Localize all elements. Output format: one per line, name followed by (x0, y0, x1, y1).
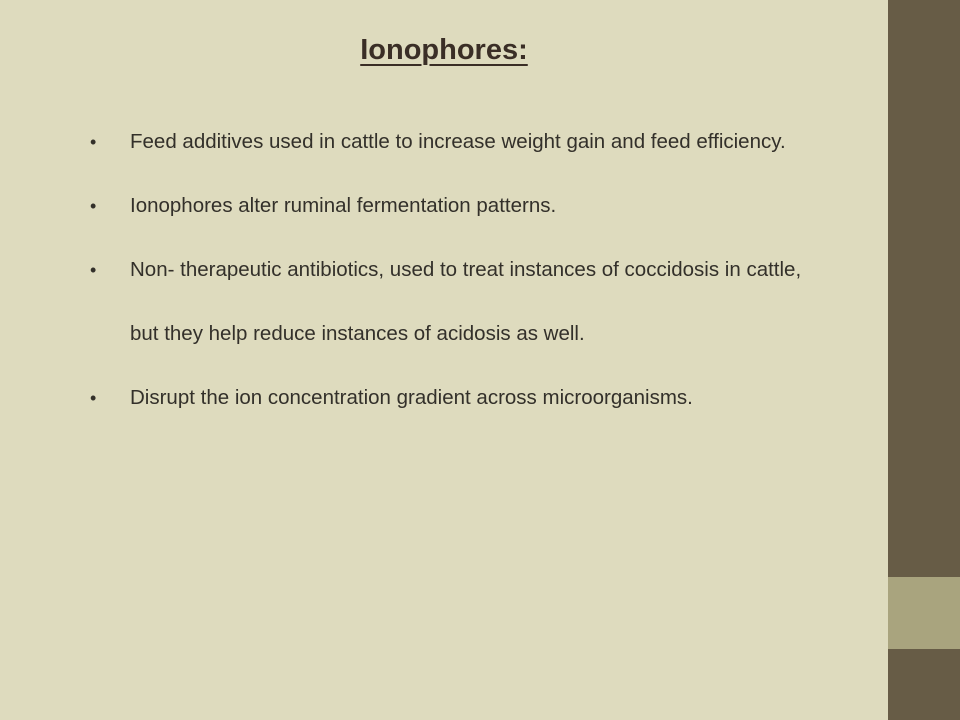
bullet-icon: • (90, 196, 97, 216)
decorative-sidebar (888, 0, 960, 720)
bullet-item (0, 366, 888, 430)
sidebar-block-accent (888, 577, 960, 649)
bullet-list (0, 110, 888, 430)
sidebar-block-bottom (888, 649, 960, 720)
slide-title (0, 28, 888, 72)
bullet-text: Disrupt the ion concentration gradient across microorganisms. (130, 386, 693, 409)
bullet-text: Ionophores alter ruminal fermentation patterns. (130, 194, 557, 217)
bullet-icon: • (90, 388, 97, 408)
bullet-item (0, 238, 888, 366)
bullet-item (0, 110, 888, 174)
bullet-text: Feed additives used in cattle to increase weight gain and feed efficiency. (130, 130, 786, 153)
bullet-item (0, 174, 888, 238)
bullet-icon: • (90, 132, 97, 152)
sidebar-block-top (888, 0, 960, 577)
bullet-icon: • (90, 260, 97, 280)
bullet-text: Non- therapeutic antibiotics, used to treat instances of coccidosis in cattle, but they help reduce instances of acidosis as well. (130, 258, 802, 345)
slide-title-text: Ionophores: (360, 34, 528, 66)
